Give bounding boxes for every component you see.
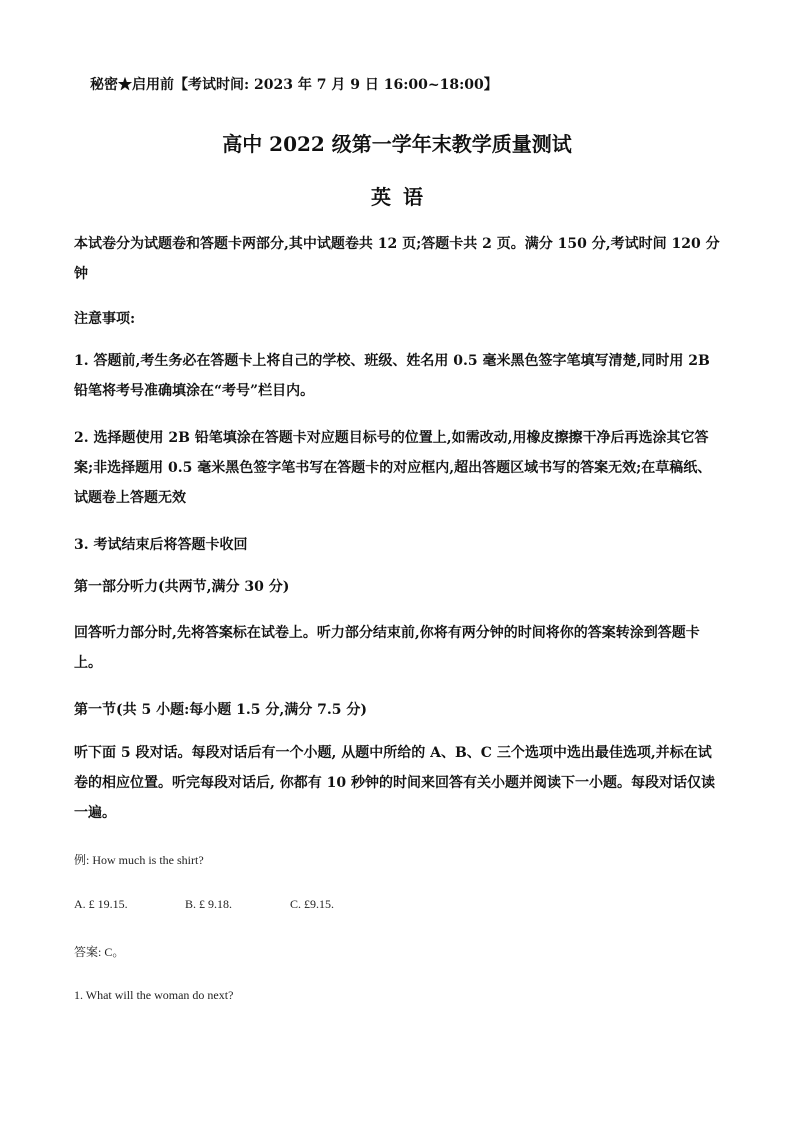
section1-title: 第一节(共 5 小题:每小题 1.5 分,满分 7.5 分) (74, 702, 367, 718)
question-1: 1. What will the woman do next? (74, 988, 234, 1002)
subject-title: 英语 (371, 185, 435, 209)
example-answer: 答案: C。 (74, 945, 125, 959)
note-item-3: 3. 考试结束后将答题卡收回 (74, 537, 248, 553)
section1-instruction: 听下面 5 段对话。每段对话后有一个小题, 从题中所给的 A、B、C 三个选项中选出最佳选项,并标在试卷的相应位置。听完每段对话后, 你都有 10 秒钟的时间来回答有关小题并阅读下一小题。每段对话仅读一遍。 (74, 745, 715, 821)
exam-title: 高中 2022 级第一学年末教学质量测试 (222, 132, 572, 156)
example-question: 例: How much is the shirt? (74, 853, 204, 867)
paper-description: 本试卷分为试题卷和答题卡两部分,其中试题卷共 12 页;答题卡共 2 页。满分 150 分,考试时间 120 分钟 (74, 236, 720, 282)
part1-instruction: 回答听力部分时,先将答案标在试卷上。听力部分结束前,你将有两分钟的时间将你的答案转涂到答题卡上。 (74, 625, 700, 671)
note-item-1: 1. 答题前,考生务必在答题卡上将自己的学校、班级、姓名用 0.5 毫米黑色签字笔填写清楚,同时用 2B 铅笔将考号准确填涂在“考号”栏目内。 (74, 353, 710, 399)
note-item-2: 2. 选择题使用 2B 铅笔填涂在答题卡对应题目标号的位置上,如需改动,用橡皮擦擦干净后再选涂其它答案;非选择题用 0.5 毫米黑色签字笔书写在答题卡的对应框内,超出答题区域书写的答案无效;在草稿纸、试题卷上答题无效 (74, 430, 712, 506)
example-option-c: C. £9.15. (290, 897, 335, 911)
part1-title: 第一部分听力(共两节,满分 30 分) (74, 579, 290, 595)
confidential-notice: 秘密★启用前【考试时间: 2023 年 7 月 9 日 16:00~18:00】 (90, 77, 498, 93)
notes-heading: 注意事项: (74, 311, 136, 327)
example-options (74, 897, 474, 915)
example-option-a: A. £ 19.15. (74, 897, 128, 911)
example-option-b: B. £ 9.18. (185, 897, 233, 911)
